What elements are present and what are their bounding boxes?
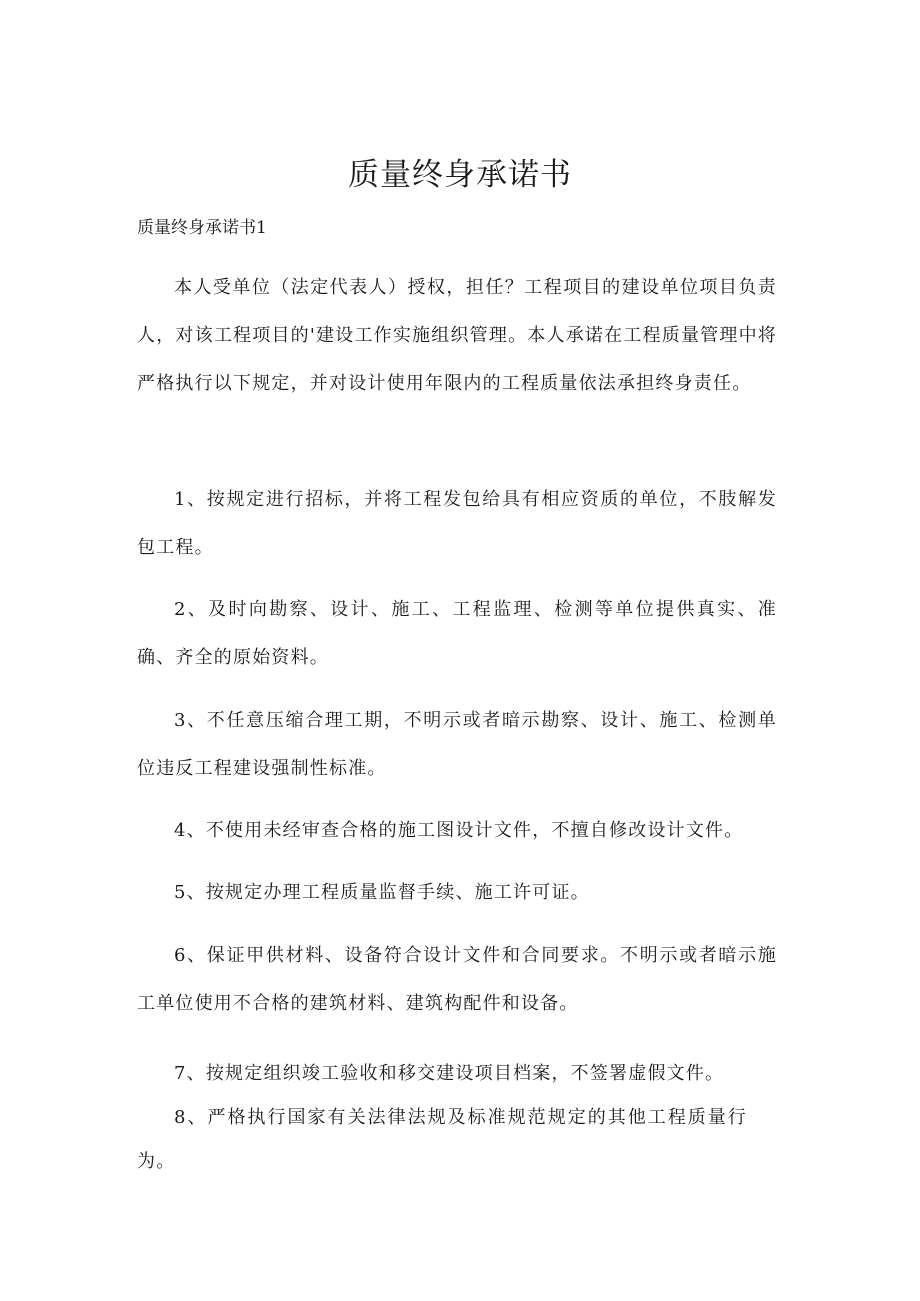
document-subtitle: 质量终身承诺书1	[137, 218, 267, 238]
commitment-item-6: 6、保证甲供材料、设备符合设计文件和合同要求。不明示或者暗示施工单位使用不合格的建筑材料、建筑构配件和设备。	[137, 945, 777, 1014]
commitment-item-4: 4、不使用未经审查合格的施工图设计文件，不擅自修改设计文件。	[174, 820, 744, 841]
commitment-item-8: 8、严格执行国家有关法律法规及标准规范规定的其他工程质量行为。	[137, 1107, 747, 1172]
commitment-item-5: 5、按规定办理工程质量监督手续、施工许可证。	[174, 882, 590, 903]
document-title: 质量终身承诺书	[348, 157, 572, 193]
intro-paragraph: 本人受单位（法定代表人）授权，担任？工程项目的建设单位项目负责人，对该工程项目的'建设工作实施组织管理。本人承诺在工程质量管理中将严格执行以下规定，并对设计使用年限内的工程质量依法承担终身责任。	[137, 277, 777, 394]
commitment-item-1: 1、按规定进行招标，并将工程发包给具有相应资质的单位，不肢解发包工程。	[137, 489, 777, 558]
commitment-item-7: 7、按规定组织竣工验收和移交建设项目档案，不签署虚假文件。	[174, 1063, 725, 1084]
commitment-item-3: 3、不任意压缩合理工期，不明示或者暗示勘察、设计、施工、检测单位违反工程建设强制性标准。	[137, 710, 777, 779]
commitment-item-2: 2、及时向勘察、设计、施工、工程监理、检测等单位提供真实、准确、齐全的原始资料。	[137, 599, 777, 668]
